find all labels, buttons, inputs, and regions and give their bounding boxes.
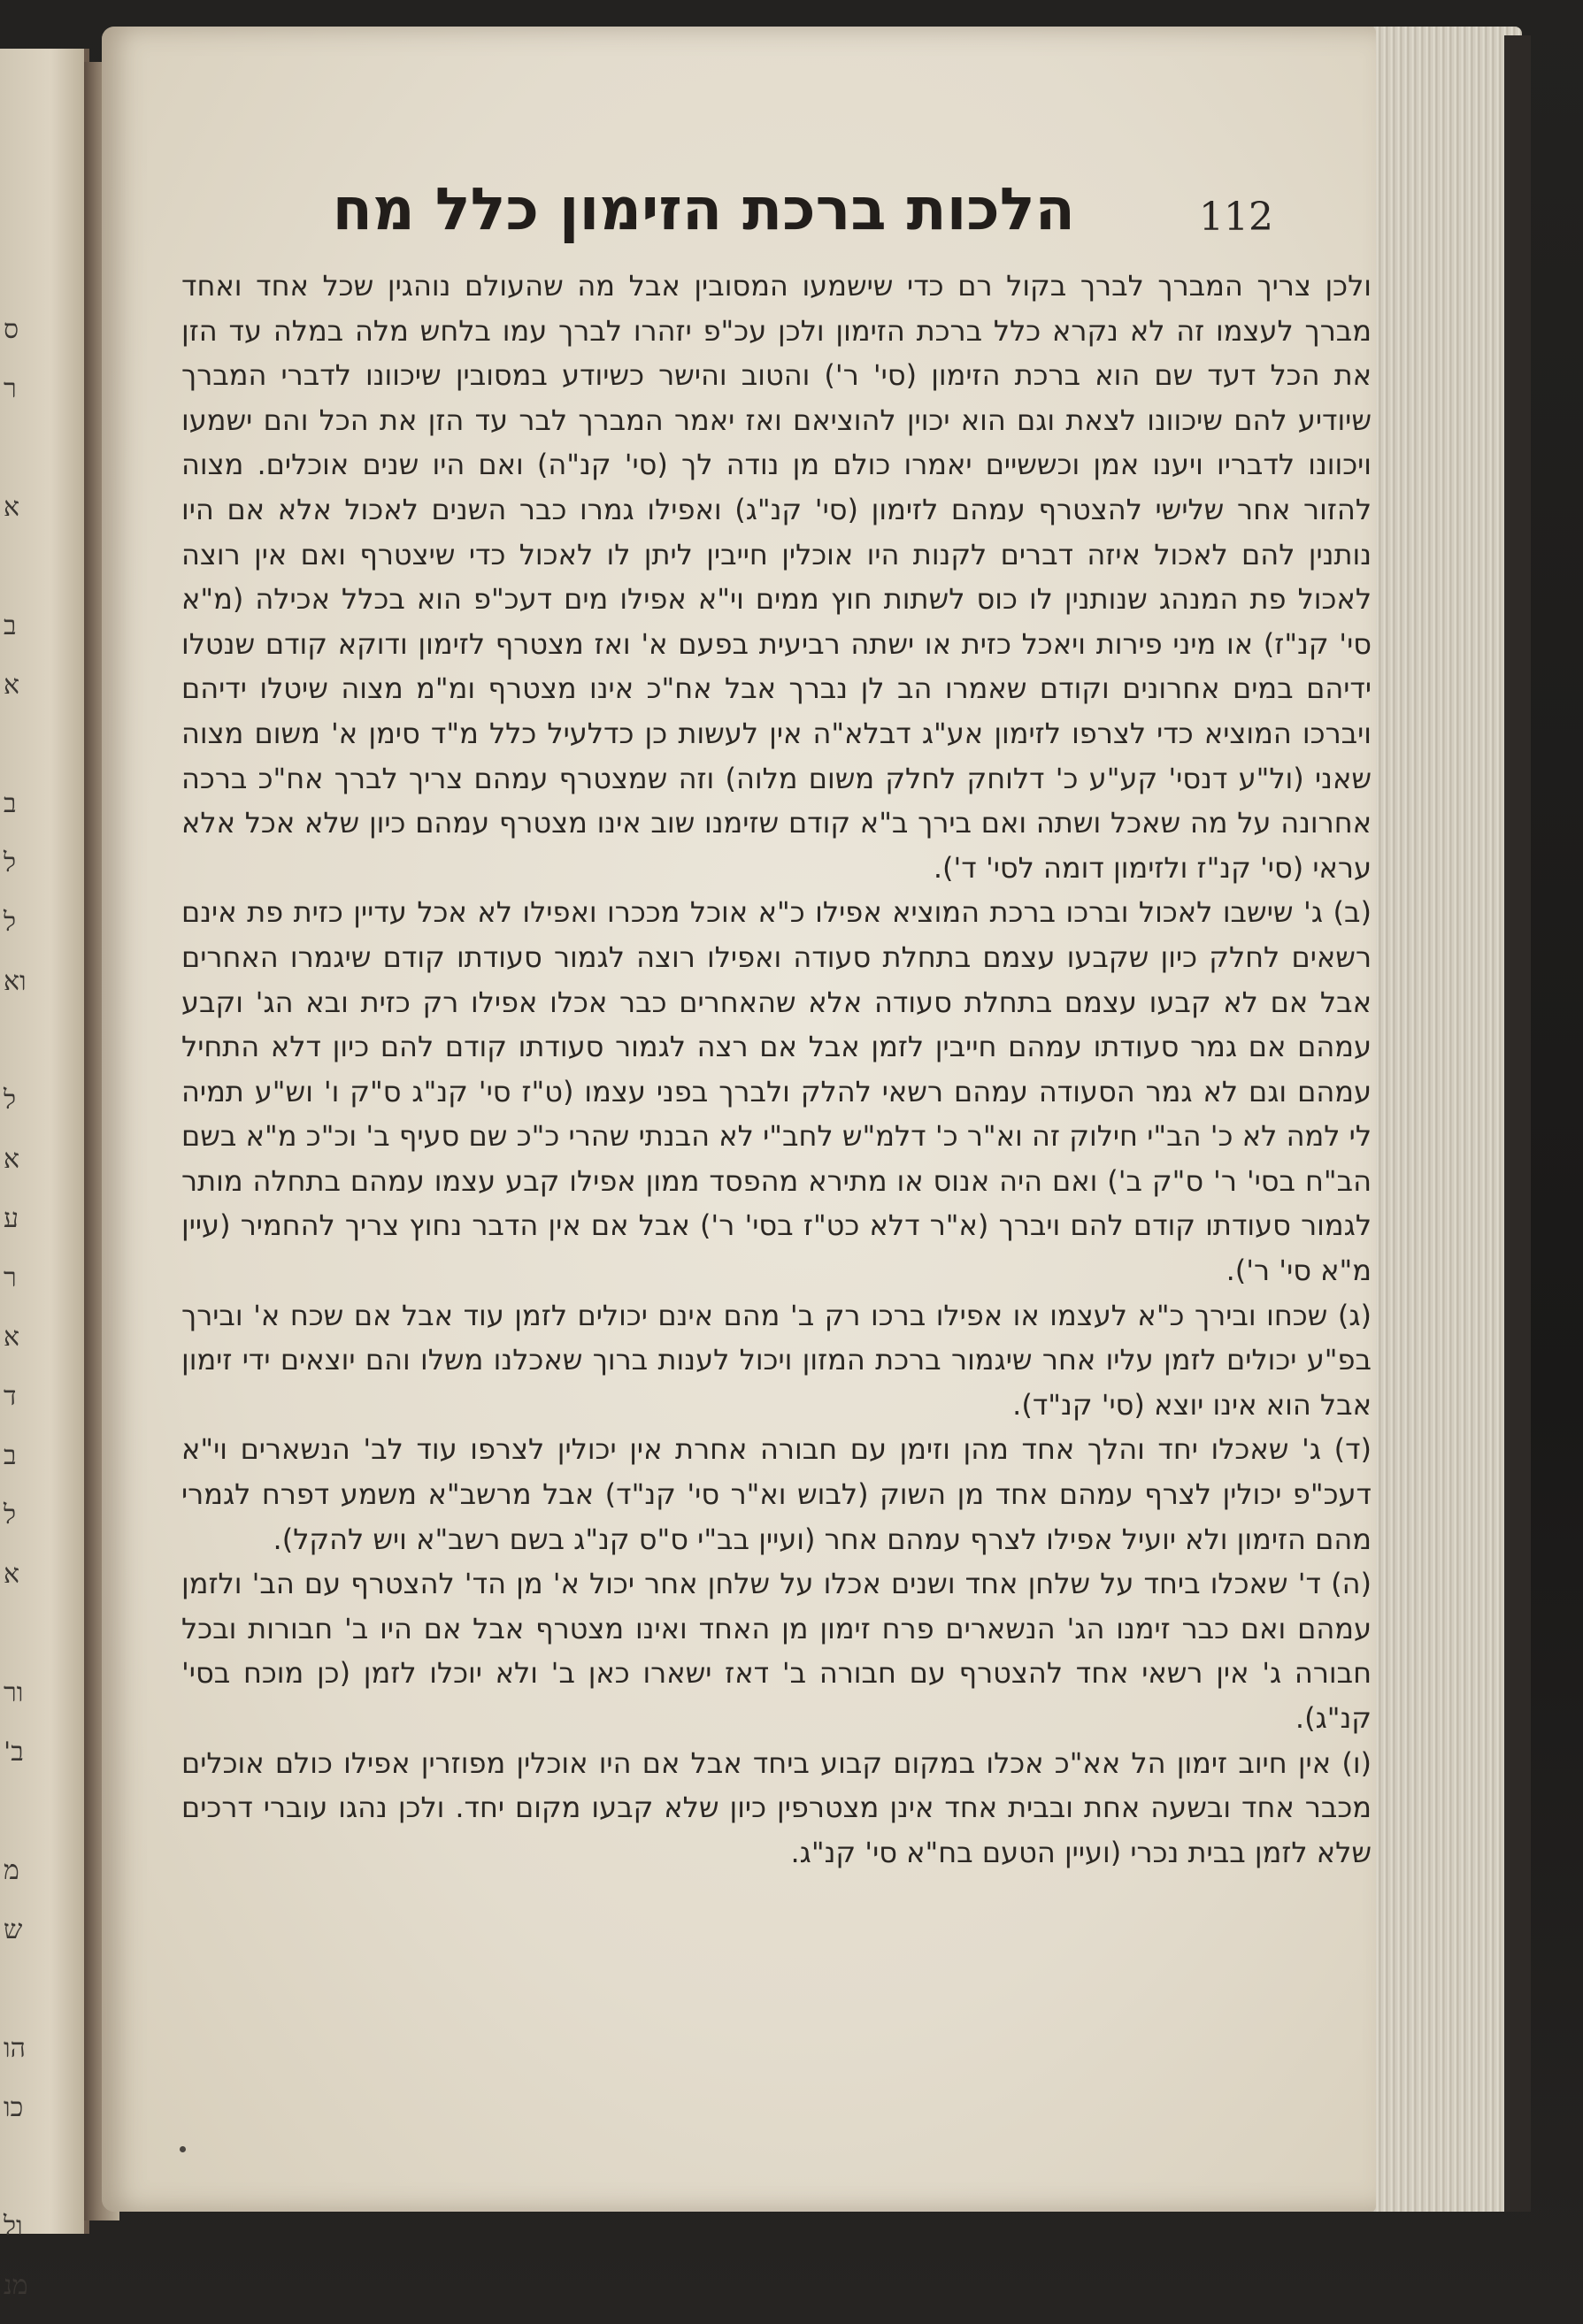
left-page-fragment: ל xyxy=(4,848,17,878)
body-text xyxy=(181,264,1372,1875)
paragraph-mark: (ו) xyxy=(1341,1745,1372,1780)
left-page-fragment: ב xyxy=(4,788,17,819)
left-facing-page xyxy=(0,49,89,2301)
left-page-fragment: ס xyxy=(4,314,19,345)
left-page-fragment: ב xyxy=(4,610,17,641)
left-page-fragment: א xyxy=(4,1322,20,1353)
left-page-fragment: מ xyxy=(4,1855,19,1886)
left-page-fragment: ל xyxy=(4,907,17,938)
paragraph-text: ולכן צריך המברך לברך בקול רם כדי שישמעו המסובין אבל מה שהעולם נוהגין שכל אחד ואחד מברך לעצמו זה לא נקרא כלל ברכת הזימון ולכן עכ"פ יזהרו לברך עמו בלחש מלה במלה עד הזן את הכל דעד שם הוא ברכת הזימון (סי' ר') והטוב והישר כשיודע במסובין שיכוונו לדברי המברך שיודיע להם שיכוונו לצאת וגם הוא יכוין להוציאם ואז יאמר המברך לבר עד הזן את הכל והם ישמעו ויכוונו לדבריו ויענו אמן וכששיים יאמרו כולם מן נודה לך (סי' קנ"ה) ואם היו שנים אוכלים. מצוה להזור אחר שלישי להצטרף עמהם לזימון (סי' קנ"ג) ואפילו גמרו כבר השנים לאכול אלא אם היו נותנין להם לאכול איזה דברים לקנות היו אוכלין חייבין ליתן לו לאכול כדי שיצטרף ואם אין רוצה לאכול פת המנהג שנותנין לו כוס לשתות חוץ ממים וי"א אפילו מים דעכ"פ הוא בכלל אכילה (מ"א סי' קנ"ז) או מיני פירות ויאכל כזית או ישתה רביעית בפעם א' ואז מצטרף לזימון ודוקא קודם שנטלו ידיהם במים אחרונים וקודם שאמרו הב לן נברך אבל אח"כ אינו מצטרף ומ"מ מצוה שיטלו ידיהם ויברכו המוציא כדי לצרפו לזימון אע"ג דבלא"ה אין לעשות כן כדלעיל כלל מ"ד סימן א' משום מצוה שאני (ול"ע דנסי' קע"ע כ' דלוחק לחלק משום מלוה) וזה שמצטרף עמהם צריך לברך אח"כ ברכה אחרונה על מה שאכל ושתה ואם בירך ב"א קודם שזימנו שוב אינו מצטרף עמהם כיון שלא אכל אלא עראי (סי' קנ"ז ולזימון דומה לסי' ד'). xyxy=(181,269,1372,885)
page-edges xyxy=(1354,27,1522,2212)
left-page-fragment: ר xyxy=(4,1262,17,1293)
left-page-fragment: א xyxy=(4,1144,20,1175)
paragraph-text: שכחו ובירך כ"א לעצמו או אפילו ברכו רק ב' מהם אינם יכולים לזמן עוד אבל אם שכח א' ובירך בפ"ע יכולים לזמן עליו אחר שיגמור ברכת המזון ויכול לענות ברוך שאכלנו משלו והם יוצאים ידי זימון אבל הוא אינו יוצא (סי' קנ"ד). xyxy=(181,1298,1372,1422)
paragraph-mark: (ה) xyxy=(1331,1567,1372,1601)
page-number: 112 xyxy=(1199,195,1273,240)
paragraph xyxy=(181,1293,1372,1428)
left-page-fragment: ר xyxy=(4,373,17,404)
running-title: הלכות ברכת הזימון כלל מח xyxy=(332,175,1075,243)
paragraph-text: אין חיוב זימון הל אא"כ אכלו במקום קבוע ביחד אבל אם היו אוכלין מפוזרין אפילו כולם אוכלים מכבר אחד ובשעה אחת ובבית אחד אינן מצטרפין כיון שלא קבעו מקום יחד. ולכן נהגו עוברי דרכים שלא לזמן בבית נכרי (ועיין הטעם בח"א סי' קנ"ג. xyxy=(181,1745,1372,1869)
left-page-fragment: ור xyxy=(4,1677,24,1708)
paragraph xyxy=(181,1741,1372,1875)
paragraph-mark: (ב) xyxy=(1333,895,1372,930)
left-page-fragment: כו xyxy=(4,2092,24,2123)
paragraph xyxy=(181,1561,1372,1740)
left-page-fragment: ל xyxy=(4,1499,17,1530)
left-page-fragment: ב xyxy=(4,1440,17,1471)
paragraph-text: ד' שאכלו ביחד על שלחן אחד ושנים אכלו על שלחן אחר יכול א' מן הד' להצטרף עם הב' ולזמן עמהם ואם כבר זימנו הג' הנשארים פרח זימון מן האחד ואינו מצטרף אבל אם היו ב' חבורות ובכל חבורה ג' אין רשאי אחד להצטרף עם חבורה ב' דאז ישארו כאן ב' ולא יוכלו לזמן (כן מוכח בסי' קנ"ג). xyxy=(181,1567,1372,1735)
paragraph xyxy=(181,890,1372,1292)
left-page-fragment: ש xyxy=(4,1914,23,1945)
left-page-fragment: הו xyxy=(4,2033,26,2064)
left-page-fragment: ל xyxy=(4,1085,17,1116)
paragraph-mark: (ג) xyxy=(1337,1298,1372,1332)
page-header xyxy=(102,159,1376,265)
right-page xyxy=(102,27,1376,2212)
left-page-fragment: מנ xyxy=(4,2270,28,2301)
paragraph-text: ג' שאכלו יחד והלך אחד מהן וזימן עם חבורה אחרת אין יכולין לצרפו עוד לב' הנשארים וי"א דעכ"פ יכולין לצרף עמהם אחד מן השוק (לבוש וא"ר סי' קנ"ד) אבל מרשב"א משמע דפרח לגמרי מהם הזימון ולא יועיל אפילו לצרף עמהם אחר (ועיין בב"י ס"ס קנ"ג בשם רשב"א ויש להקל). xyxy=(181,1432,1372,1556)
left-page-fragment: ד xyxy=(4,1381,17,1412)
left-page-fragment: ע xyxy=(4,1203,19,1234)
cover-edge xyxy=(1504,35,1531,2212)
paragraph-text: ג' שישבו לאכול וברכו ברכת המוציא אפילו כ"א אוכל מככרו ואפילו לא אכל עדיין כזית פת אינם רשאים לחלק כיון שקבעו עצמם בתחלת סעודה ואפילו רוצה לגמור סעודתו קודם שיגמרו האחרים אבל אם לא קבעו עצמם בתחלת סעודה אלא שהאחרים כבר אכלו אפילו רק כזית ובא הג' וקבע עמהם אם גמר סעודתו עמהם חייבין לזמן אבל אם רצה לגמור סעודתו קודם להם כיון דלא התחיל עמהם וגם לא גמר הסעודה עמהם רשאי להלק ולברך בפני עצמו (ט"ז סי' קנ"ג ס"ק ו' וש"ע תמיה לי למה לא כ' הב"י חילוק זה וא"ר כ' דלמ"ש לחב"י לא הבנתי שהרי כ"כ שם סעיף ב' וכ"כ מ"א בשם הב"ח בסי' ר' ס"ק ב') ואם היה אנוס או מתירא מהפסד ממון אפילו קבע עצמו עמהם בתחלה מותר לגמור סעודתו קודם להם ויברך (א"ר דלא כט"ז בסי' ר') אבל אם אין הדבר נחוץ צריך להחמיר (עיין מ"א סי' ר'). xyxy=(181,895,1372,1288)
left-page-fragment: ב' xyxy=(4,1737,24,1768)
left-page-fragment: א xyxy=(4,1559,20,1590)
paragraph xyxy=(181,1427,1372,1561)
paragraph xyxy=(181,264,1372,890)
ink-speck xyxy=(180,2146,186,2152)
left-page-fragment: א xyxy=(4,492,20,523)
left-page-fragment: וא xyxy=(4,966,27,997)
left-page-fragment: ול xyxy=(4,2211,23,2242)
paragraph-mark: (ד) xyxy=(1333,1432,1372,1467)
left-page-fragment: א xyxy=(4,670,20,701)
